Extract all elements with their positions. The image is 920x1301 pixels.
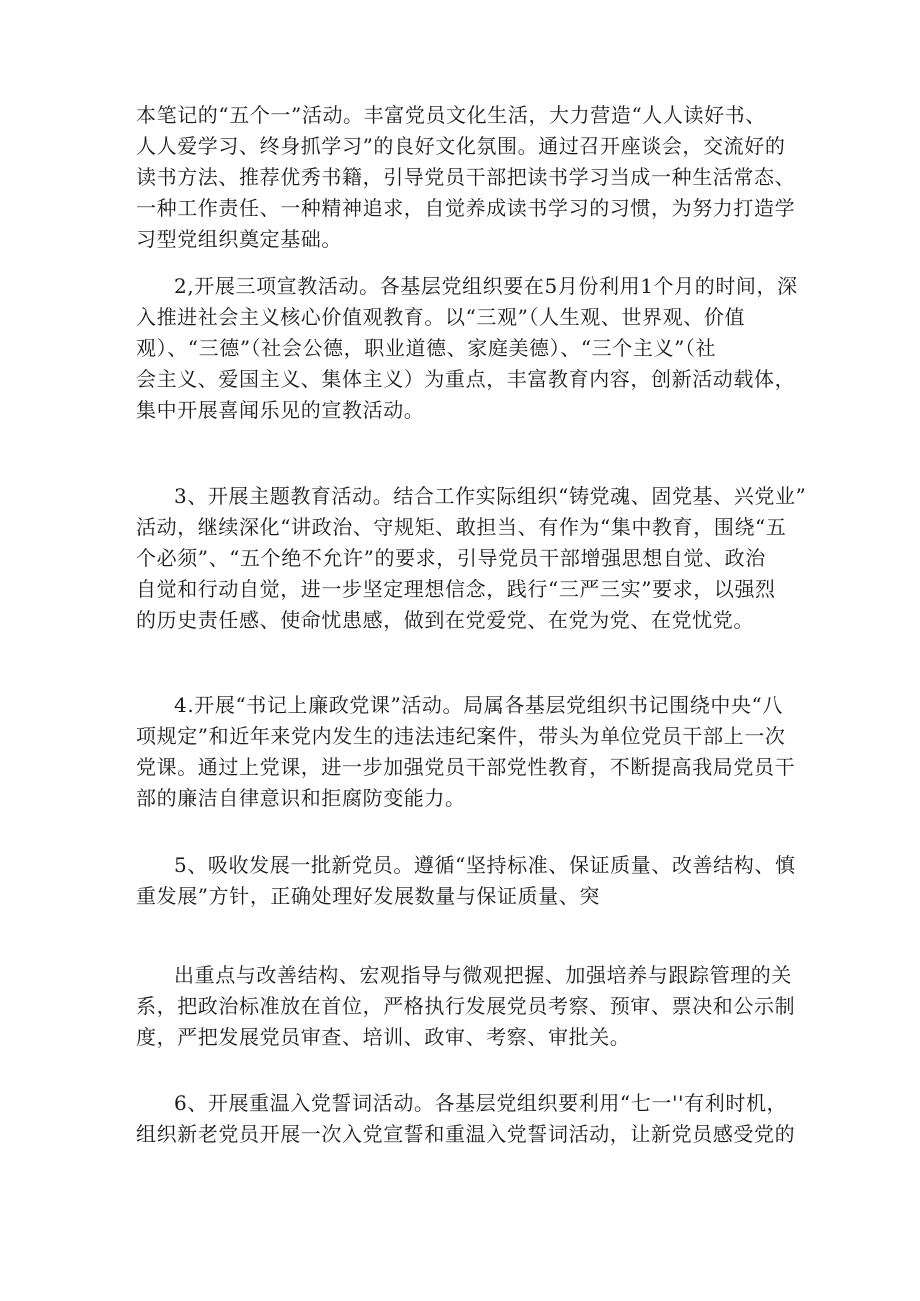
text-line: 的历史责任感、使命忧患感，做到在党爱党、在党为党、在党忧党。 <box>136 608 754 632</box>
text-line: 人人爱学习、终身抓学习”的良好文化氛围。通过召开座谈会，交流好的 <box>136 134 786 158</box>
text-line: 部的廉洁自律意识和拒腐防变能力。 <box>136 786 466 810</box>
text-line: 出重点与改善结构、宏观指导与微观把握、加强培养与跟踪管理的关 <box>174 963 792 987</box>
text-line: 2,开展三项宣教活动。各基层党组织要在5月份利用1个月的时间，深 <box>174 274 798 298</box>
text-line: 4.开展“书记上廉政党课”活动。局属各基层党组织书记围绕中央“八 <box>174 693 783 717</box>
text-line: 5、吸收发展一批新党员。遵循“坚持标准、保证质量、改善结构、慎 <box>174 853 796 877</box>
text-line: 观）、“三德”（社会公德，职业道德、家庭美德）、“三个主义”（社 <box>136 336 717 360</box>
text-line: 活动，继续深化“讲政治、守规矩、敢担当、有作为“集中教育，围绕“五 <box>136 515 787 539</box>
text-line: 组织新老党员开展一次入党宣誓和重温入党誓词活动，让新党员感受党的 <box>136 1122 796 1146</box>
text-line: 3、开展主题教育活动。结合工作实际组织“铸党魂、固党基、兴党业” <box>174 484 807 508</box>
text-line: 集中开展喜闻乐见的宣教活动。 <box>136 398 425 422</box>
text-line: 重发展”方针，正确处理好发展数量与保证质量、突 <box>136 884 601 908</box>
text-line: 会主义、爱国主义、集体主义）为重点，丰富教育内容，创新活动载体， <box>136 367 796 391</box>
text-line: 系，把政治标准放在首位，严格执行发展党员考察、预审、票决和公示制 <box>136 994 796 1018</box>
text-line: 入推进社会主义核心价值观教育。以“三观”（人生观、世界观、价值 <box>136 305 746 329</box>
text-line: 项规定”和近年来党内发生的违法违纪案件，带头为单位党员干部上一次 <box>136 724 786 748</box>
text-line: 党课。通过上党课，进一步加强党员干部党性教育，不断提高我局党员干 <box>136 755 796 779</box>
paragraph-item-5-continued <box>136 960 796 1053</box>
paragraph-item-4 <box>136 690 796 814</box>
text-line: 度，严把发展党员审查、培训、政审、考察、审批关。 <box>136 1025 631 1049</box>
paragraph-item-3 <box>136 481 807 636</box>
text-line: 本笔记的“五个一”活动。丰富党员文化生活，大力营造“人人读好书、 <box>136 103 766 127</box>
text-line: 习型党组织奠定基础。 <box>136 227 342 251</box>
text-line: 个必须”、“五个绝不允许”的要求，引导党员干部增强思想自觉、政治 <box>136 546 766 570</box>
paragraph-item-5 <box>136 850 796 912</box>
paragraph-item-6 <box>136 1088 796 1150</box>
text-line: 读书方法、推荐优秀书籍，引导党员干部把读书学习当成一种生活常态、 <box>136 165 796 189</box>
text-line: 自觉和行动自觉，进一步坚定理想信念，践行“三严三实”要求，以强烈 <box>136 577 776 601</box>
paragraph-reading-activity <box>136 100 796 255</box>
paragraph-item-2 <box>136 271 796 426</box>
text-line: 一种工作责任、一种精神追求，自觉养成读书学习的习惯，为努力打造学 <box>136 196 796 220</box>
text-line: 6、开展重温入党誓词活动。各基层党组织要利用“七一''有利时机， <box>174 1091 788 1115</box>
